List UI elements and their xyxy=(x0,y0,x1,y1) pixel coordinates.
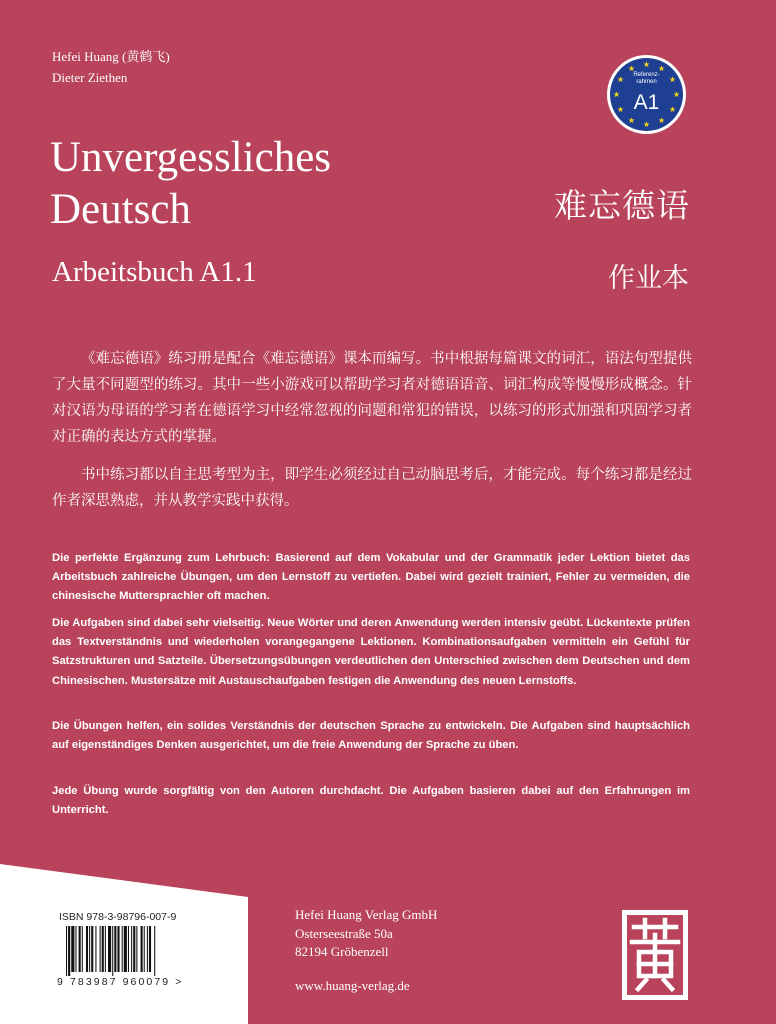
badge-ref-line-1: Referenz- xyxy=(633,72,660,78)
barcode-bar xyxy=(102,926,104,972)
description-chinese-1: 《难忘德语》练习册是配合《难忘德语》课本而编写。书中根据每篇课文的词汇，语法句型提供了大量不同题型的练习。其中一些小游戏可以帮助学习者对德语语音、词汇构成等慢慢形成概念。针对汉语为母语的学习者在德语学习中经常忽视的问题和常犯的错误，以练习的形式加强和巩固学习者对正确的表达方式的掌握。 xyxy=(52,351,692,445)
barcode-bar xyxy=(82,926,83,972)
barcode-bar xyxy=(89,926,90,972)
barcode-bar xyxy=(147,926,148,972)
barcode-bar xyxy=(68,926,70,976)
star-icon xyxy=(643,61,649,67)
publisher-name: Hefei Huang Verlag GmbH xyxy=(295,907,438,922)
author-1: Hefei Huang (黄鹤飞) xyxy=(52,49,170,64)
barcode-bar xyxy=(133,926,135,972)
star-icon xyxy=(628,117,634,123)
barcode-digits: 9 783987 960079 > xyxy=(57,976,184,988)
barcode-bar xyxy=(131,926,132,972)
authors xyxy=(52,46,170,88)
star-icon xyxy=(658,117,664,123)
star-icon xyxy=(643,121,649,127)
description-german-1: Die perfekte Ergänzung zum Lehrbuch: Basierend auf dem Vokabular und der Grammatik jeder Lektion bietet das Arbeitsbuch zahlreiche Übungen, um den Lernstoff zu vertiefen. Dabei wird gezielt trainiert, Fehler zu vermeiden, die chinesische Muttersprachler oft machen. xyxy=(52,552,690,603)
description-german-4: Jede Übung wurde sorgfältig von den Autoren durchdacht. Die Aufgaben basieren dabei auf den Erfahrungen im Unterricht. xyxy=(52,785,690,817)
barcode-bar xyxy=(122,926,123,972)
barcode-bar xyxy=(91,926,93,972)
barcode-bar xyxy=(124,926,127,972)
barcode-bar xyxy=(114,926,116,972)
barcode-bar xyxy=(136,926,137,972)
description-german-2: Die Aufgaben sind dabei sehr vielseitig. Neue Wörter und deren Anwendung werden intensiv geübt. Lückentexte prüfen das Textverständnis und wiederholen vorangegangene Lektionen. Kombinationsaufgaben vermitteln ein Gefühl für Satzstrukturen und Satzteile. Übersetzungsübungen verdeutlichen den Unterschied zwischen dem Deutschen und dem Chinesischen. Mustersätze mit Austauschaufgaben festigen die Anwendung des neuen Lernstoffs. xyxy=(52,617,690,687)
barcode xyxy=(66,926,182,976)
badge-level: A1 xyxy=(633,91,660,114)
barcode-bar xyxy=(112,926,113,976)
barcode-bar xyxy=(128,926,129,972)
barcode-bar xyxy=(117,926,119,972)
description-chinese-2: 书中练习都以自主思考型为主，即学生必须经过自己动脑思考后，才能完成。每个练习都是经过作者深思熟虑，并从教学实践中获得。 xyxy=(52,467,692,509)
barcode-bar xyxy=(105,926,106,972)
huang-character-logo xyxy=(622,910,688,1000)
subtitle: Arbeitsbuch A1.1 xyxy=(52,256,257,288)
barcode-bar xyxy=(144,926,145,972)
badge-reference-text xyxy=(607,72,686,86)
barcode-bar xyxy=(100,926,101,972)
barcode-bar xyxy=(86,926,88,972)
badge-ref-line-2: rahmen xyxy=(636,79,657,85)
publisher-street: Osterseestraße 50a xyxy=(295,925,393,941)
author-2: Dieter Ziethen xyxy=(52,70,128,85)
cefr-level-badge xyxy=(607,55,686,134)
barcode-bar xyxy=(108,926,111,972)
description-german-3: Die Übungen helfen, ein solides Verständnis der deutschen Sprache zu entwickeln. Die Aufgaben sind hauptsächlich auf eigenständiges Denken ausgerichtet, um die freie Anwendung der Sprache zu üben. xyxy=(52,720,690,752)
publisher-city: 82194 Gröbenzell xyxy=(295,944,389,959)
barcode-bar xyxy=(66,926,67,976)
isbn-label: ISBN 978-3-98796-007-9 xyxy=(59,911,177,923)
star-icon xyxy=(628,65,634,71)
title-line-2: Deutsch xyxy=(50,186,191,233)
star-icon xyxy=(658,65,664,71)
barcode-bar xyxy=(149,926,151,972)
barcode-bar xyxy=(95,926,96,972)
publisher-url[interactable]: www.huang-verlag.de xyxy=(295,978,410,993)
barcode-bar xyxy=(154,926,155,976)
barcode-bar xyxy=(71,926,74,972)
barcode-bar xyxy=(79,926,81,972)
publisher-logo xyxy=(622,910,688,1000)
book-title xyxy=(50,132,331,236)
title-line-1: Unvergessliches xyxy=(50,134,332,181)
barcode-bar xyxy=(75,926,76,972)
book-title-chinese: 难忘德语 xyxy=(554,186,690,225)
subtitle-chinese: 作业本 xyxy=(608,263,689,294)
barcode-bar xyxy=(141,926,143,972)
publisher-address xyxy=(295,906,437,962)
